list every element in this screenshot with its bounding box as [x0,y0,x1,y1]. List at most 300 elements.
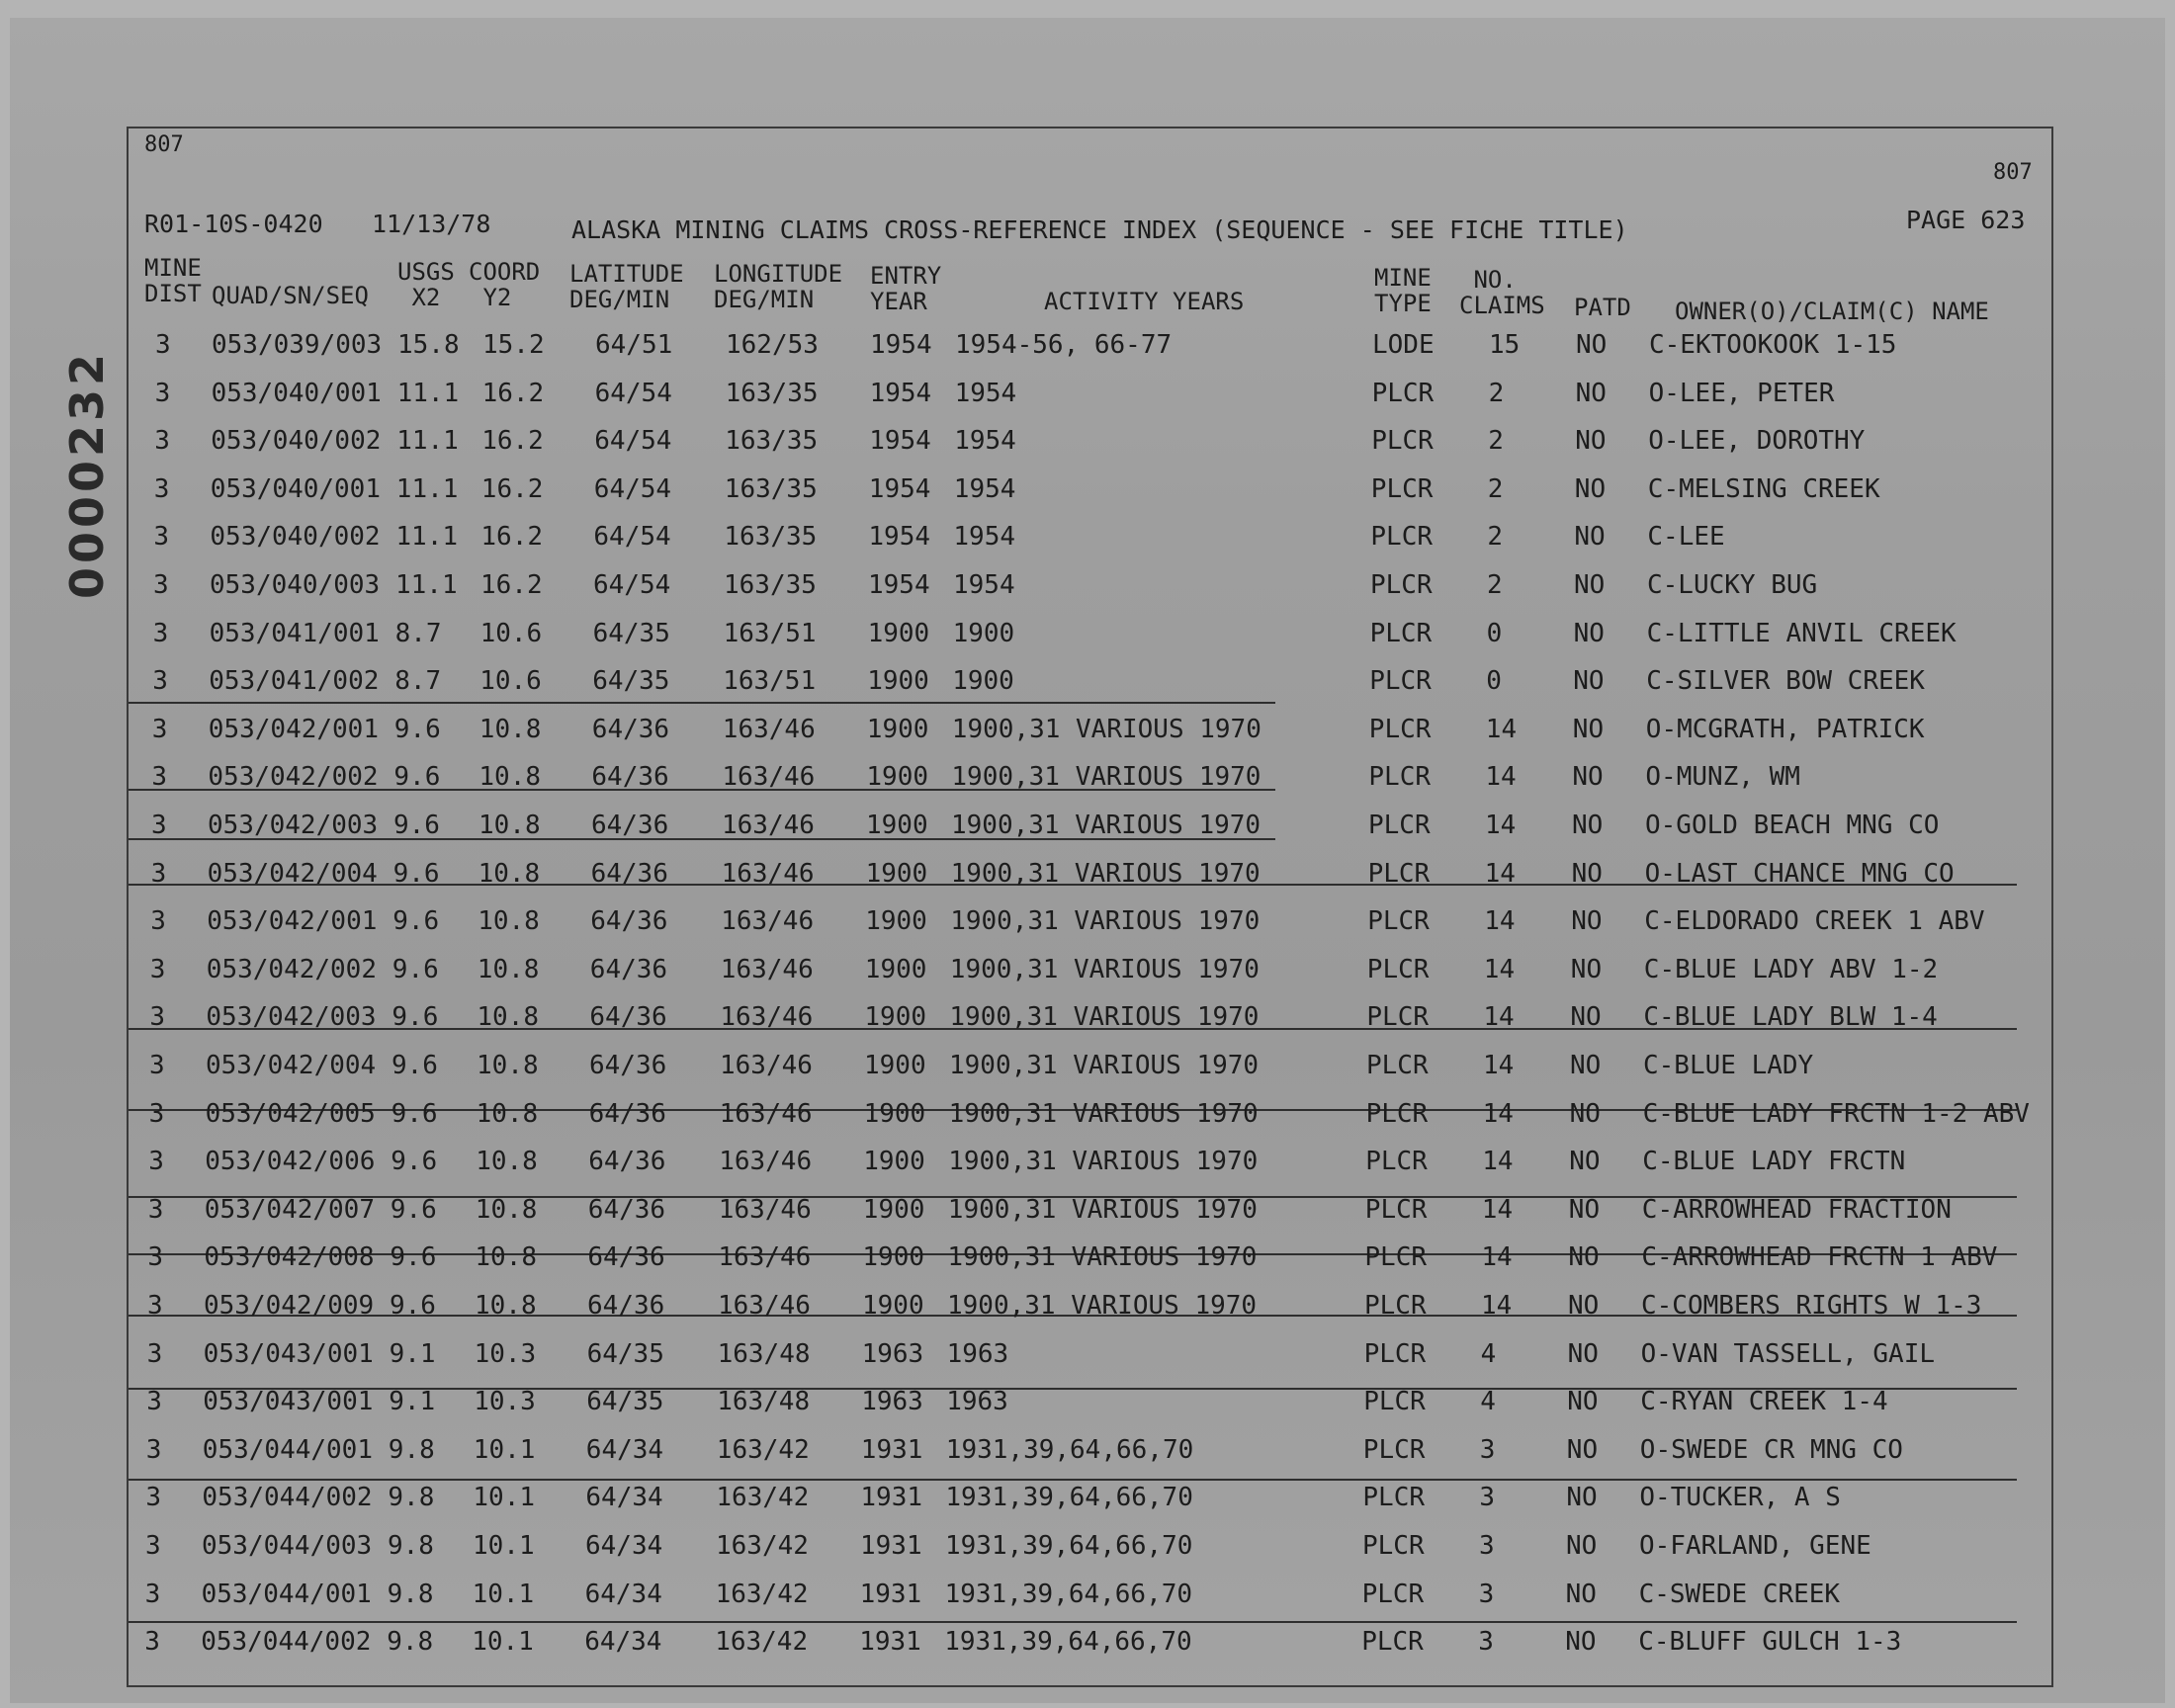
cell-quad-sn-seq: 053/044/002 [202,1483,373,1513]
cell-longitude: 163/35 [724,522,818,553]
header-patd: PATD [1574,294,1631,321]
cell-no-claims: 3 [1479,1483,1496,1513]
cell-coord-y2: 10.1 [473,1483,536,1513]
cell-latitude: 64/35 [592,666,670,697]
cell-coord-y2: 10.8 [477,954,540,984]
cell-no-claims: 3 [1479,1434,1496,1465]
cell-entry-year: 1931 [859,1579,922,1609]
cell-latitude: 64/36 [587,1194,666,1225]
cell-usgs-x2: 11.1 [396,378,460,408]
cell-quad-sn-seq: 053/042/001 [207,906,378,937]
cell-mine-dist: 3 [154,426,170,457]
cell-coord-y2: 10.8 [478,811,541,840]
cell-activity-years: 1931,39,64,66,70 [945,1531,1193,1561]
header-activity-years: ACTIVITY YEARS [1044,288,1245,315]
table-row [0,1580,2175,1627]
cell-patd: NO [1571,858,1603,889]
cell-usgs-x2: 9.6 [393,811,440,840]
cell-owner-claim: C-MELSING CREEK [1647,473,1880,504]
cell-mine-dist: 3 [147,1291,163,1321]
cell-longitude: 163/46 [722,714,816,744]
table-row [0,1627,2175,1674]
cell-no-claims: 4 [1480,1338,1497,1369]
cell-usgs-x2: 9.6 [390,1194,437,1225]
cell-activity-years: 1954-56, 66-77 [955,330,1173,360]
cell-usgs-x2: 9.6 [392,1051,438,1080]
cell-no-claims: 14 [1482,1147,1514,1177]
cell-latitude: 64/34 [584,1627,662,1658]
cell-mine-type: PLCR [1371,426,1434,457]
cell-entry-year: 1931 [860,1531,922,1561]
cell-quad-sn-seq: 053/040/001 [211,378,382,408]
cell-no-claims: 2 [1488,378,1505,408]
cell-mine-dist: 3 [144,1579,161,1609]
report-date: 11/13/78 [372,210,491,238]
cell-coord-y2: 16.2 [480,522,544,553]
cell-latitude: 64/36 [587,1291,665,1321]
cell-usgs-x2: 11.1 [396,426,459,457]
cell-activity-years: 1900,31 VARIOUS 1970 [950,906,1261,937]
cell-latitude: 64/34 [585,1531,663,1561]
cell-no-claims: 14 [1482,1098,1514,1129]
cell-quad-sn-seq: 053/043/001 [203,1338,374,1369]
cell-owner-claim: C-ARROWHEAD FRACTION [1641,1194,1952,1225]
table-row [0,1195,2175,1242]
header-mine-type: MINE TYPE [1374,264,1432,317]
cell-coord-y2: 16.2 [480,570,543,600]
cell-entry-year: 1954 [868,522,931,553]
cell-coord-y2: 10.1 [472,1627,534,1658]
report-id: R01-10S-0420 [144,210,323,238]
table-row [0,762,2175,810]
cell-activity-years: 1900,31 VARIOUS 1970 [951,714,1262,744]
cell-patd: NO [1572,714,1605,744]
cell-mine-dist: 3 [149,954,166,984]
cell-longitude: 163/48 [717,1387,811,1417]
cell-quad-sn-seq: 053/042/007 [204,1194,375,1225]
cell-no-claims: 14 [1481,1291,1513,1321]
cell-no-claims: 2 [1487,522,1504,553]
cell-no-claims: 3 [1478,1627,1494,1658]
cell-mine-dist: 3 [153,522,170,553]
cell-owner-claim: C-SILVER BOW CREEK [1646,666,1925,697]
cell-mine-dist: 3 [150,906,166,937]
cell-activity-years: 1900,31 VARIOUS 1970 [951,811,1262,840]
cell-usgs-x2: 9.8 [388,1483,435,1513]
cell-activity-years: 1963 [946,1338,1009,1369]
cell-owner-claim: C-ELDORADO CREEK 1 ABV [1644,906,1985,937]
cell-owner-claim: O-FARLAND, GENE [1639,1531,1871,1561]
cell-usgs-x2: 8.7 [394,618,442,648]
cell-no-claims: 3 [1479,1531,1495,1561]
cell-activity-years: 1931,39,64,66,70 [945,1483,1193,1513]
cell-activity-years: 1931,39,64,66,70 [944,1579,1193,1609]
cell-coord-y2: 10.8 [478,858,541,889]
cell-patd: NO [1572,811,1604,840]
cell-mine-type: PLCR [1362,1531,1425,1561]
cell-quad-sn-seq: 053/040/002 [210,522,381,553]
header-usgs: USGS X2 [397,258,455,311]
cell-coord-y2: 10.1 [473,1434,536,1465]
table-row [0,1242,2175,1290]
cell-entry-year: 1931 [860,1434,923,1465]
cell-coord-y2: 16.2 [481,378,545,408]
cell-patd: NO [1574,522,1606,553]
cell-entry-year: 1954 [869,426,931,457]
cell-patd: NO [1575,378,1607,408]
cell-longitude: 163/46 [722,762,816,793]
cell-patd: NO [1568,1242,1600,1273]
cell-quad-sn-seq: 053/044/002 [201,1627,372,1658]
cell-mine-dist: 3 [153,473,170,504]
cell-usgs-x2: 9.6 [392,954,439,984]
cell-entry-year: 1900 [862,1194,925,1225]
cell-quad-sn-seq: 053/044/003 [202,1531,373,1561]
cell-no-claims: 14 [1485,811,1517,840]
cell-entry-year: 1900 [866,811,928,840]
cell-patd: NO [1573,618,1605,648]
cell-mine-dist: 3 [148,1098,165,1129]
table-row [0,906,2175,954]
table-row [0,1051,2175,1098]
cell-coord-y2: 10.8 [476,1147,538,1177]
cell-quad-sn-seq: 053/040/002 [211,426,382,457]
cell-longitude: 163/42 [715,1579,809,1609]
cell-mine-dist: 3 [150,858,167,889]
cell-usgs-x2: 9.6 [393,714,441,744]
table-row [0,570,2175,618]
cell-activity-years: 1900 [952,618,1015,648]
cell-coord-y2: 10.8 [478,906,540,937]
cell-owner-claim: O-LEE, PETER [1648,378,1835,408]
cell-owner-claim: C-BLUE LADY FRCTN 1-2 ABV [1642,1098,2030,1129]
cell-entry-year: 1931 [859,1627,921,1658]
cell-usgs-x2: 9.6 [392,858,440,889]
cell-mine-dist: 3 [152,618,169,648]
cell-usgs-x2: 11.1 [395,522,459,553]
cell-entry-year: 1900 [867,618,930,648]
cell-longitude: 163/46 [720,1002,814,1033]
cell-no-claims: 0 [1486,666,1502,697]
cell-activity-years: 1963 [946,1387,1008,1417]
cell-latitude: 64/34 [585,1483,663,1513]
cell-coord-y2: 10.1 [473,1531,535,1561]
cell-coord-y2: 10.6 [479,666,542,697]
cell-owner-claim: C-COMBERS RIGHTS W 1-3 [1641,1291,1982,1321]
cell-mine-type: PLCR [1363,1387,1426,1417]
cell-mine-dist: 3 [146,1387,162,1417]
cell-owner-claim: O-GOLD BEACH MNG CO [1645,811,1940,840]
cell-coord-y2: 10.3 [474,1338,537,1369]
table-row [0,1435,2175,1483]
cell-mine-type: PLCR [1365,1098,1429,1129]
cell-no-claims: 4 [1480,1387,1496,1417]
cell-longitude: 163/42 [716,1434,810,1465]
cell-mine-type: PLCR [1361,1579,1425,1609]
cell-mine-type: PLCR [1362,1434,1426,1465]
cell-patd: NO [1565,1627,1597,1658]
cell-mine-type: PLCR [1366,954,1430,984]
cell-no-claims: 2 [1488,426,1504,457]
cell-quad-sn-seq: 053/040/003 [210,570,381,600]
cell-coord-y2: 10.8 [478,714,542,744]
cell-mine-dist: 3 [152,666,168,697]
cell-longitude: 163/46 [720,1051,813,1080]
table-row [0,811,2175,858]
cell-mine-type: PLCR [1364,1291,1427,1321]
cell-owner-claim: O-LAST CHANCE MNG CO [1644,858,1955,889]
cell-owner-claim: O-MCGRATH, PATRICK [1645,714,1925,744]
cell-coord-y2: 10.8 [477,1051,539,1080]
cell-mine-type: LODE [1372,330,1435,360]
cell-latitude: 64/36 [588,1147,666,1177]
cell-mine-type: PLCR [1371,378,1435,408]
cell-owner-claim: C-BLUE LADY BLW 1-4 [1643,1002,1938,1033]
cell-usgs-x2: 11.1 [395,570,458,600]
cell-quad-sn-seq: 053/044/001 [202,1434,373,1465]
cell-activity-years: 1900,31 VARIOUS 1970 [947,1242,1258,1273]
table-row [0,666,2175,714]
cell-longitude: 162/53 [726,330,819,360]
cell-mine-dist: 3 [147,1194,164,1225]
cell-owner-claim: C-ARROWHEAD FRCTN 1 ABV [1641,1242,1998,1273]
cell-no-claims: 15 [1489,330,1521,360]
cell-no-claims: 14 [1484,858,1516,889]
cell-entry-year: 1954 [868,570,930,600]
cell-entry-year: 1963 [861,1338,924,1369]
cell-entry-year: 1954 [868,473,931,504]
cell-owner-claim: O-TUCKER, A S [1639,1483,1841,1513]
cell-patd: NO [1576,330,1608,360]
cell-activity-years: 1900,31 VARIOUS 1970 [949,954,1260,984]
cell-patd: NO [1568,1194,1601,1225]
cell-owner-claim: C-SWEDE CREEK [1638,1579,1841,1609]
cell-latitude: 64/54 [593,473,672,504]
cell-entry-year: 1900 [866,762,929,793]
cell-latitude: 64/36 [590,858,668,889]
cell-entry-year: 1954 [869,378,932,408]
cell-patd: NO [1568,1291,1600,1321]
cell-coord-y2: 10.8 [475,1242,538,1273]
cell-entry-year: 1900 [865,906,927,937]
cell-activity-years: 1900,31 VARIOUS 1970 [951,762,1262,793]
cell-quad-sn-seq: 053/043/001 [203,1387,374,1417]
cell-mine-type: PLCR [1366,1051,1429,1080]
cell-owner-claim: C-RYAN CREEK 1-4 [1640,1387,1888,1417]
cell-patd: NO [1566,1483,1598,1513]
cell-mine-type: PLCR [1362,1483,1426,1513]
table-row [0,1002,2175,1050]
cell-usgs-x2: 9.6 [392,1002,439,1033]
cell-mine-dist: 3 [153,570,169,600]
cell-activity-years: 1900,31 VARIOUS 1970 [948,1147,1259,1177]
cell-latitude: 64/54 [593,570,671,600]
table-row [0,1291,2175,1338]
cell-entry-year: 1900 [862,1291,924,1321]
cell-longitude: 163/35 [725,426,819,457]
cell-coord-y2: 16.2 [481,426,544,457]
cell-owner-claim: C-BLUE LADY ABV 1-2 [1643,954,1939,984]
cell-mine-type: PLCR [1369,666,1432,697]
cell-mine-type: PLCR [1367,858,1431,889]
cell-no-claims: 14 [1483,1002,1515,1033]
cell-activity-years: 1954 [953,473,1016,504]
cell-usgs-x2: 9.6 [391,1098,438,1129]
cell-owner-claim: C-BLUE LADY [1643,1051,1814,1080]
cell-latitude: 64/35 [592,618,670,648]
cell-patd: NO [1574,570,1606,600]
cell-coord-y2: 10.8 [478,762,542,793]
cell-patd: NO [1569,1098,1601,1129]
cell-patd: NO [1566,1434,1599,1465]
cell-entry-year: 1900 [867,666,929,697]
cell-mine-type: PLCR [1361,1627,1424,1658]
cell-quad-sn-seq: 053/042/002 [206,954,377,984]
cell-latitude: 64/36 [587,1242,665,1273]
cell-owner-claim: O-LEE, DOROTHY [1648,426,1866,457]
cell-quad-sn-seq: 053/042/001 [208,714,379,744]
cell-coord-y2: 16.2 [480,473,544,504]
cell-activity-years: 1954 [953,522,1016,553]
cell-activity-years: 1954 [953,570,1015,600]
cell-usgs-x2: 9.8 [388,1434,435,1465]
cell-usgs-x2: 15.8 [397,330,460,360]
cell-usgs-x2: 9.6 [393,762,441,793]
cell-activity-years: 1900,31 VARIOUS 1970 [948,1098,1259,1129]
cell-entry-year: 1931 [860,1483,923,1513]
cell-usgs-x2: 9.6 [391,1147,438,1177]
cell-patd: NO [1573,666,1605,697]
cell-no-claims: 14 [1485,762,1517,793]
cell-mine-type: PLCR [1368,811,1431,840]
cell-usgs-x2: 9.1 [389,1387,436,1417]
table-row [0,859,2175,906]
cell-usgs-x2: 9.6 [392,906,440,937]
cell-longitude: 163/48 [717,1338,811,1369]
cell-patd: NO [1565,1579,1597,1609]
table-row [0,426,2175,473]
cell-owner-claim: O-MUNZ, WM [1645,762,1800,793]
cell-quad-sn-seq: 053/042/004 [206,1051,377,1080]
table-row [0,379,2175,426]
cell-activity-years: 1954 [954,378,1017,408]
cell-entry-year: 1900 [864,954,927,984]
cell-coord-y2: 15.2 [482,330,545,360]
cell-no-claims: 14 [1483,954,1516,984]
cell-latitude: 64/36 [589,1051,667,1080]
cell-quad-sn-seq: 053/042/003 [206,1002,377,1033]
cell-longitude: 163/42 [716,1531,809,1561]
cell-latitude: 64/36 [591,714,670,744]
cell-longitude: 163/51 [723,666,817,697]
cell-owner-claim: C-BLUFF GULCH 1-3 [1638,1627,1902,1658]
cell-activity-years: 1954 [954,426,1016,457]
cell-patd: NO [1571,906,1603,937]
cell-longitude: 163/46 [718,1242,812,1273]
cell-mine-dist: 3 [155,330,171,360]
cell-usgs-x2: 9.6 [390,1242,437,1273]
cell-activity-years: 1900,31 VARIOUS 1970 [950,858,1261,889]
cell-latitude: 64/36 [589,1002,667,1033]
cell-mine-type: PLCR [1366,1002,1430,1033]
cell-entry-year: 1900 [866,714,929,744]
cell-coord-y2: 10.8 [475,1291,537,1321]
cell-mine-type: PLCR [1370,570,1433,600]
cell-longitude: 163/46 [719,1098,813,1129]
table-row [0,330,2175,378]
cell-longitude: 163/46 [719,1147,813,1177]
cell-no-claims: 14 [1481,1242,1513,1273]
cell-mine-dist: 3 [145,1531,161,1561]
cell-mine-dist: 3 [144,1627,160,1658]
cell-mine-type: PLCR [1370,473,1434,504]
header-longitude: LONGITUDE DEG/MIN [714,260,843,313]
cell-quad-sn-seq: 053/042/009 [204,1291,375,1321]
cell-no-claims: 0 [1486,618,1503,648]
fiche-number-text: 0000232 [60,349,114,600]
cell-coord-y2: 10.1 [472,1579,535,1609]
cell-longitude: 163/35 [724,570,817,600]
cell-quad-sn-seq: 053/042/005 [205,1098,376,1129]
cell-quad-sn-seq: 053/042/008 [204,1242,375,1273]
page-number: PAGE 623 [1906,206,2026,234]
cell-latitude: 64/54 [593,522,671,553]
cell-latitude: 64/36 [590,906,668,937]
cell-quad-sn-seq: 053/044/001 [201,1579,372,1609]
cell-longitude: 163/42 [716,1483,810,1513]
table-row [0,1339,2175,1387]
cell-mine-type: PLCR [1363,1338,1427,1369]
cell-latitude: 64/34 [584,1579,662,1609]
report-title: ALASKA MINING CLAIMS CROSS-REFERENCE INDEX (SEQUENCE - SEE FICHE TITLE) [571,215,1628,244]
cell-quad-sn-seq: 053/041/002 [209,666,380,697]
table-row [0,474,2175,522]
table-row [0,1483,2175,1530]
cell-patd: NO [1566,1531,1598,1561]
cell-coord-y2: 10.6 [479,618,543,648]
cell-patd: NO [1570,1051,1602,1080]
cell-coord-y2: 10.3 [474,1387,536,1417]
cell-latitude: 64/36 [588,1098,666,1129]
cell-latitude: 64/51 [595,330,673,360]
cell-quad-sn-seq: 053/039/003 [212,330,383,360]
cell-no-claims: 14 [1481,1194,1514,1225]
cell-no-claims: 2 [1487,473,1504,504]
cell-entry-year: 1900 [864,1002,927,1033]
cell-mine-dist: 3 [151,811,167,840]
cell-patd: NO [1570,954,1603,984]
cell-mine-dist: 3 [145,1434,162,1465]
cell-latitude: 64/35 [586,1338,664,1369]
cell-mine-dist: 3 [151,714,168,744]
cell-mine-type: PLCR [1368,714,1432,744]
cell-activity-years: 1900,31 VARIOUS 1970 [949,1051,1260,1080]
cell-usgs-x2: 9.6 [390,1291,436,1321]
cell-activity-years: 1900,31 VARIOUS 1970 [947,1194,1258,1225]
page-code-left: 807 [144,132,184,157]
cell-patd: NO [1575,426,1607,457]
header-mine-dist: MINE DIST [144,254,202,307]
cell-owner-claim: C-LITTLE ANVIL CREEK [1646,618,1957,648]
cell-mine-type: PLCR [1369,618,1433,648]
cell-patd: NO [1574,473,1607,504]
cell-patd: NO [1567,1387,1599,1417]
page-code-right: 807 [1993,160,2033,185]
cell-quad-sn-seq: 053/040/001 [210,473,381,504]
cell-no-claims: 14 [1485,714,1518,744]
cell-usgs-x2: 9.8 [387,1579,434,1609]
cell-no-claims: 2 [1487,570,1503,600]
